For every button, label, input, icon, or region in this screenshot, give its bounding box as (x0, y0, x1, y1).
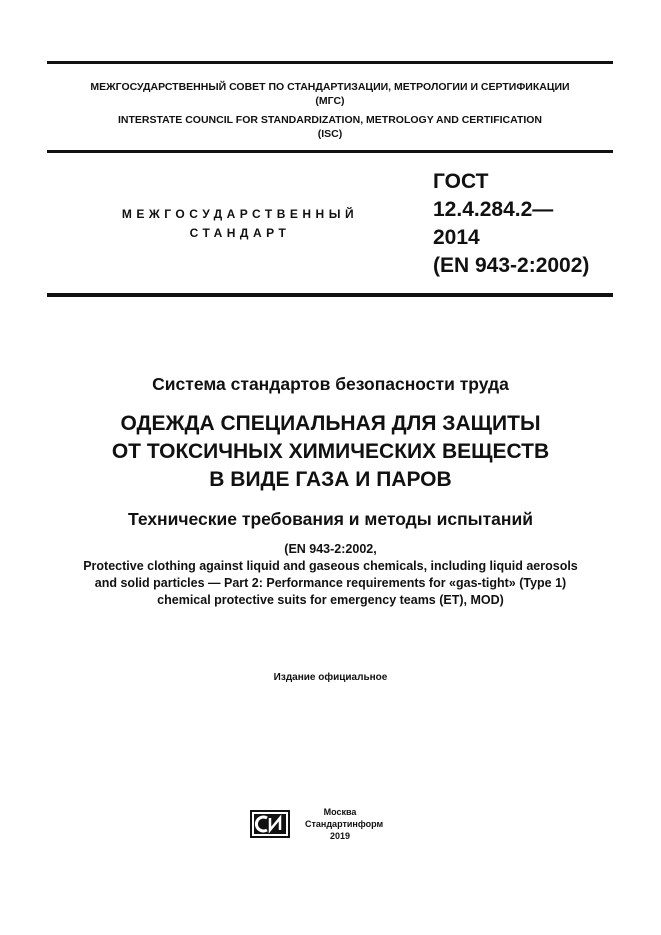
publisher-year: 2019 (329, 831, 351, 841)
gost-label: ГОСТ (433, 170, 489, 193)
gost-year: 2014 (433, 226, 480, 249)
header-rule (47, 150, 613, 153)
english-title-line1: (EN 943-2:2002, (284, 542, 377, 556)
top-rule (47, 61, 613, 64)
official-edition: Издание официальное (273, 672, 388, 683)
english-title-line2: Protective clothing against liquid and gaseous chemicals, including liquid aerosols (83, 559, 578, 573)
title-line2: ОТ ТОКСИЧНЫХ ХИМИЧЕСКИХ ВЕЩЕСТВ (111, 440, 550, 463)
council-abbr-en: (ISC) (317, 128, 343, 140)
interstate-standard-line2: СТАНДАРТ (189, 226, 291, 240)
council-name-ru: МЕЖГОСУДАРСТВЕННЫЙ СОВЕТ ПО СТАНДАРТИЗАЦИИ, МЕТРОЛОГИИ И СЕРТИФИКАЦИИ (90, 81, 570, 93)
english-title-line3: and solid particles — Part 2: Performance requirements for «gas-tight» (Type 1) (94, 576, 567, 590)
system-heading: Система стандартов безопасности труда (152, 374, 509, 394)
subtitle: Технические требования и методы испытаний (128, 509, 533, 529)
council-name-en: INTERSTATE COUNCIL FOR STANDARDIZATION, METROLOGY AND CERTIFICATION (117, 114, 543, 126)
english-title-line4: chemical protective suits for emergency teams (ET), MOD) (157, 593, 504, 607)
publisher-city: Москва (323, 807, 357, 817)
publisher-name: Стандартинформ (305, 819, 384, 829)
title-line1: ОДЕЖДА СПЕЦИАЛЬНАЯ ДЛЯ ЗАЩИТЫ (120, 412, 541, 435)
council-abbr-ru: (МГС) (315, 95, 345, 107)
standartinform-logo-icon (250, 810, 290, 838)
title-line3: В ВИДЕ ГАЗА И ПАРОВ (209, 468, 452, 491)
gost-number: 12.4.284.2— (433, 198, 554, 221)
gost-en-reference: (EN 943-2:2002) (433, 254, 590, 277)
title-block-rule (47, 293, 613, 297)
interstate-standard-line1: МЕЖГОСУДАРСТВЕННЫЙ (121, 207, 359, 221)
